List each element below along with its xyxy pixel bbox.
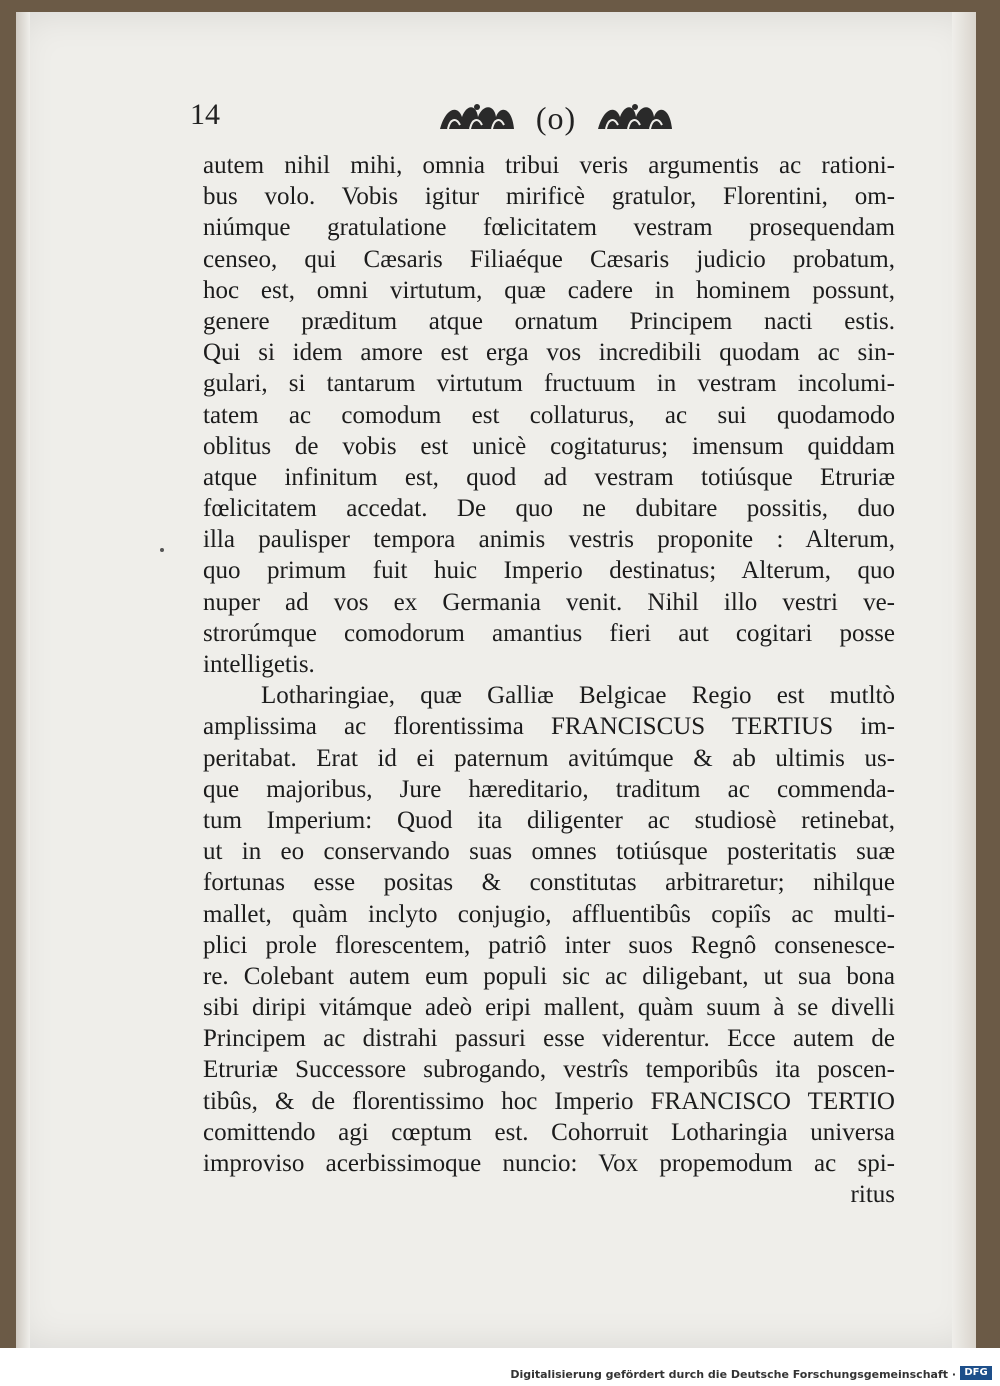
text-line: Qui si idem amore est erga vos incredibili quodam ac sin- [203, 339, 895, 367]
text-line: re. Colebant autem eum populi sic ac diligebant, ut sua bona [203, 962, 895, 990]
page-edge-shadow [952, 12, 976, 1348]
ink-speck [160, 548, 164, 552]
text-line: gulari, si tantarum virtutum fructuum in vestram incolumi- [203, 370, 895, 398]
text-line: tatem ac comodum est collaturus, ac sui quodamodo [203, 401, 895, 429]
page-number: 14 [190, 98, 220, 131]
funding-credit: Digitalisierung gefördert durch die Deutsche Forschungsgemeinschaft · [510, 1368, 956, 1381]
text-line: mallet, quàm inclyto conjugio, affluentibûs copiîs ac multi- [203, 900, 895, 928]
text-line: que majoribus, Jure hæreditario, traditum ac commenda- [203, 775, 895, 803]
text-line: tum Imperium: Quod ita diligenter ac studiosè retinebat, [203, 806, 895, 834]
fleuron-icon [436, 99, 518, 137]
text-line: bus volo. Vobis igitur mirificè gratulor, Florentini, om- [203, 183, 895, 211]
text-line: Etruriæ Successore subrogando, vestrîs temporibûs ita poscen- [203, 1056, 895, 1084]
paragraph-first-line: Lotharingiae, quæ Galliæ Belgicae Regio est mutltò [261, 682, 895, 710]
text-line: niúmque gratulatione fœlicitatem vestram prosequendam [203, 214, 895, 242]
text-line: fortunas esse positas & constitutas arbitraretur; nihilque [203, 869, 895, 897]
text-line: sibi diripi vitámque adeò eripi mallent, quàm suum à se divelli [203, 994, 895, 1022]
text-line: atque infinitum est, quod ad vestram totiúsque Etruriæ [203, 463, 895, 491]
text-line: illa paulisper tempora animis vestris proponite : Alterum, [203, 526, 895, 554]
body-text [203, 150, 895, 1210]
ornament-center-mark: (o) [535, 99, 577, 136]
page-gutter-shadow [16, 12, 30, 1348]
text-line: tibûs, & de florentissimo hoc Imperio FRANCISCO TERTIO [203, 1087, 895, 1115]
text-line: Principem ac distrahi passuri esse viderentur. Ecce autem de [203, 1025, 895, 1053]
text-line: nuper ad vos ex Germania venit. Nihil illo vestri ve- [203, 588, 895, 616]
text-line: fœlicitatem accedat. De quo ne dubitare possitis, duo [203, 495, 895, 523]
dfg-logo: DFG [960, 1366, 992, 1380]
text-line: intelligetis. [203, 651, 315, 678]
text-line: comittendo agi cœptum est. Cohorruit Lotharingia universa [203, 1118, 895, 1146]
text-line: genere præditum atque ornatum Principem nacti estis. [203, 307, 895, 335]
text-line: autem nihil mihi, omnia tribui veris argumentis ac rationi- [203, 152, 895, 179]
text-line: plici prole florescentem, patriô inter suos Regnô consenesce- [203, 931, 895, 959]
text-line: peritabat. Erat id ei paternum avitúmque & ab ultimis us- [203, 744, 895, 772]
catchword: ritus [850, 1181, 895, 1209]
header-ornament [436, 96, 676, 140]
text-line: censeo, qui Cæsaris Filiaéque Cæsaris judicio probatum, [203, 245, 895, 273]
text-line: improviso acerbissimoque nuncio: Vox propemodum ac spi- [203, 1150, 895, 1177]
text-line: ut in eo conservando suas omnes totiúsque posteritatis suæ [203, 838, 895, 866]
text-line: quo primum fuit huic Imperio destinatus; Alterum, quo [203, 557, 895, 585]
text-line: hoc est, omni virtutum, quæ cadere in hominem possunt, [203, 276, 895, 304]
fleuron-icon [594, 99, 676, 137]
text-line: strorúmque comodorum amantius fieri aut cogitari posse [203, 619, 895, 647]
text-line: amplissima ac florentissima FRANCISCUS TERTIUS im- [203, 713, 895, 741]
text-line: oblitus de vobis est unicè cogitaturus; imensum quiddam [203, 432, 895, 460]
